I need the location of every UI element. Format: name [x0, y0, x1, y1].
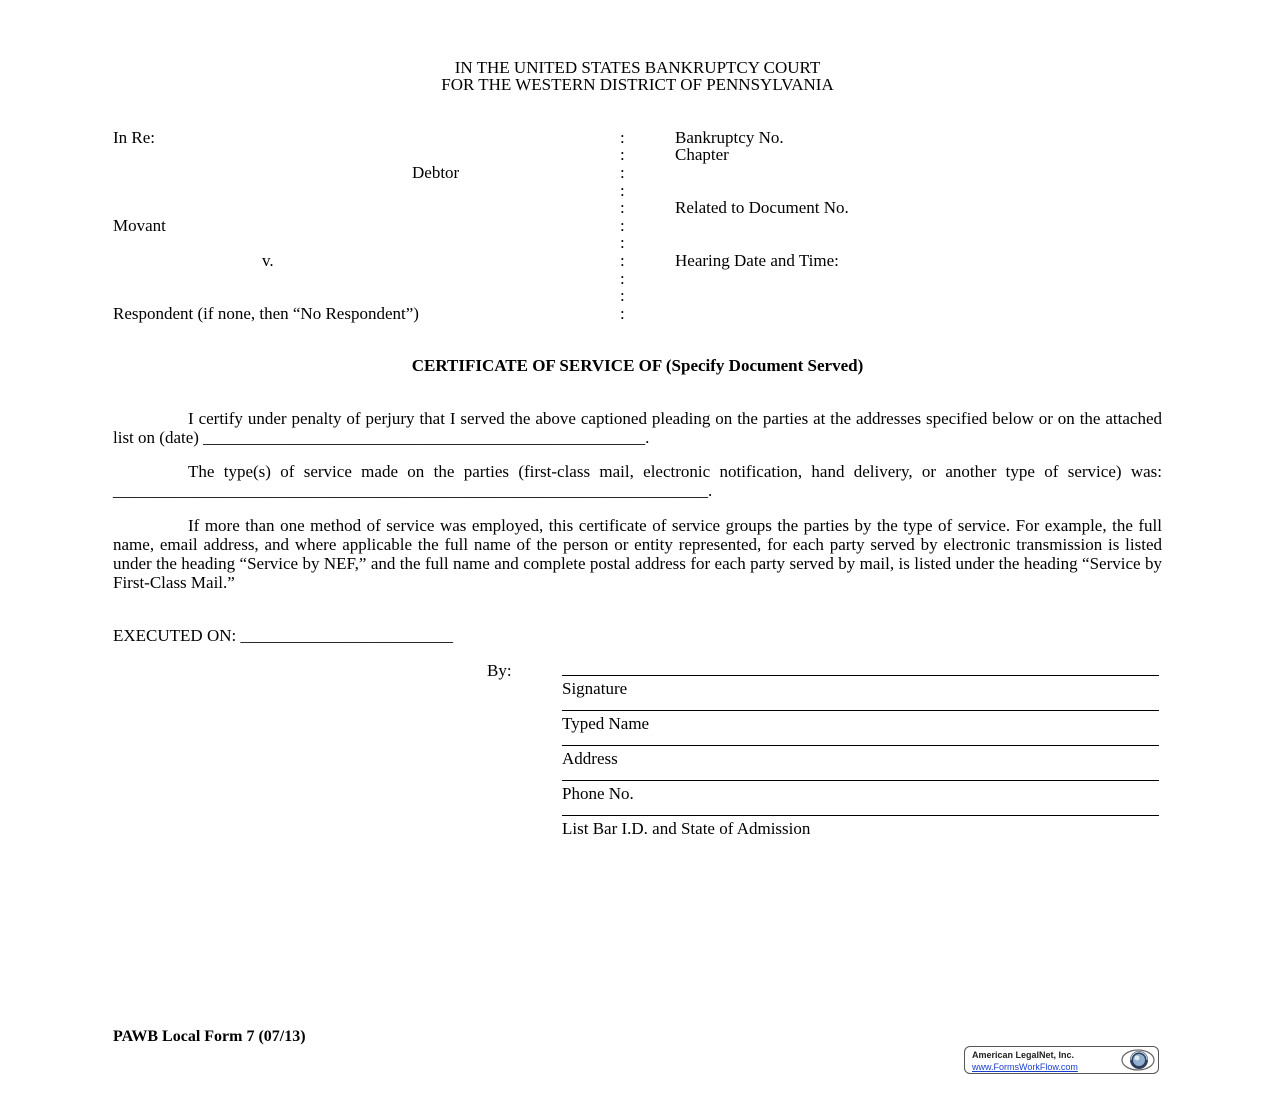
caption-colon: :	[620, 233, 625, 252]
address-line	[562, 745, 1159, 746]
movant-label: Movant	[113, 216, 166, 235]
debtor-label: Debtor	[412, 163, 460, 182]
service-type-paragraph	[113, 462, 1162, 500]
phone-line	[562, 780, 1159, 781]
signature-line	[562, 675, 1159, 676]
caption-colon: :	[620, 181, 625, 200]
paragraph-text: If more than one method of service was employed, this certificate of service groups the parties by the type of service. For example, the full name, email address, and where applicable the full name of the person or entity represented, for each party served by electronic transmission is listed under the heading “Service by NEF,” and the full name and complete postal address for each party served by mail, is listed under the heading “Service by First-Class Mail.”	[113, 516, 1162, 592]
versus-label: v.	[262, 251, 274, 270]
executed-on-field: EXECUTED ON: _________________________	[113, 626, 453, 645]
form-identifier: PAWB Local Form 7 (07/13)	[113, 1028, 306, 1045]
bar-id-line	[562, 815, 1159, 816]
signature-label: Signature	[562, 679, 628, 698]
caption-colon: :	[620, 163, 625, 182]
caption-colon: :	[620, 216, 625, 235]
paragraph-text: I certify under penalty of perjury that I served the above captioned pleading on the parties at the addresses specified below or on the attached list on (date) ____________________________________________________.	[113, 409, 1162, 447]
paragraph-text: The type(s) of service made on the parties (first-class mail, electronic notification, hand delivery, or another type of service) was: ______________________________________________________________________.	[113, 462, 1162, 500]
phone-label: Phone No.	[562, 784, 634, 803]
american-legalnet-badge[interactable]	[964, 1046, 1159, 1074]
typed-name-label: Typed Name	[562, 714, 650, 733]
chapter-label: Chapter	[675, 145, 729, 164]
address-label: Address	[562, 749, 618, 768]
document-title: CERTIFICATE OF SERVICE OF (Specify Document Served)	[411, 356, 864, 375]
respondent-label: Respondent (if none, then “No Respondent”)	[113, 304, 419, 323]
caption-colon: :	[620, 145, 625, 164]
bar-id-label: List Bar I.D. and State of Admission	[562, 819, 811, 838]
related-document-label: Related to Document No.	[675, 198, 849, 217]
typed-name-line	[562, 710, 1159, 711]
caption-colon: :	[620, 198, 625, 217]
court-name-line-1: IN THE UNITED STATES BANKRUPTCY COURT	[454, 58, 821, 77]
by-label: By:	[487, 661, 512, 680]
caption-colon: :	[620, 286, 625, 305]
brand-name: American LegalNet, Inc.	[972, 1050, 1075, 1060]
in-re-label: In Re:	[113, 128, 156, 147]
bankruptcy-no-label: Bankruptcy No.	[675, 128, 784, 147]
service-date-paragraph	[113, 409, 1162, 447]
caption-colon: :	[620, 251, 625, 270]
hearing-date-label: Hearing Date and Time:	[675, 251, 839, 270]
caption-colon: :	[620, 269, 625, 288]
brand-url-link[interactable]: www.FormsWorkFlow.com	[972, 1062, 1078, 1072]
caption-colon: :	[620, 128, 625, 147]
globe-icon	[1121, 1048, 1155, 1077]
caption-colon: :	[620, 304, 625, 323]
court-name-line-2: FOR THE WESTERN DISTRICT OF PENNSYLVANIA	[441, 75, 834, 94]
service-method-paragraph	[113, 516, 1162, 592]
